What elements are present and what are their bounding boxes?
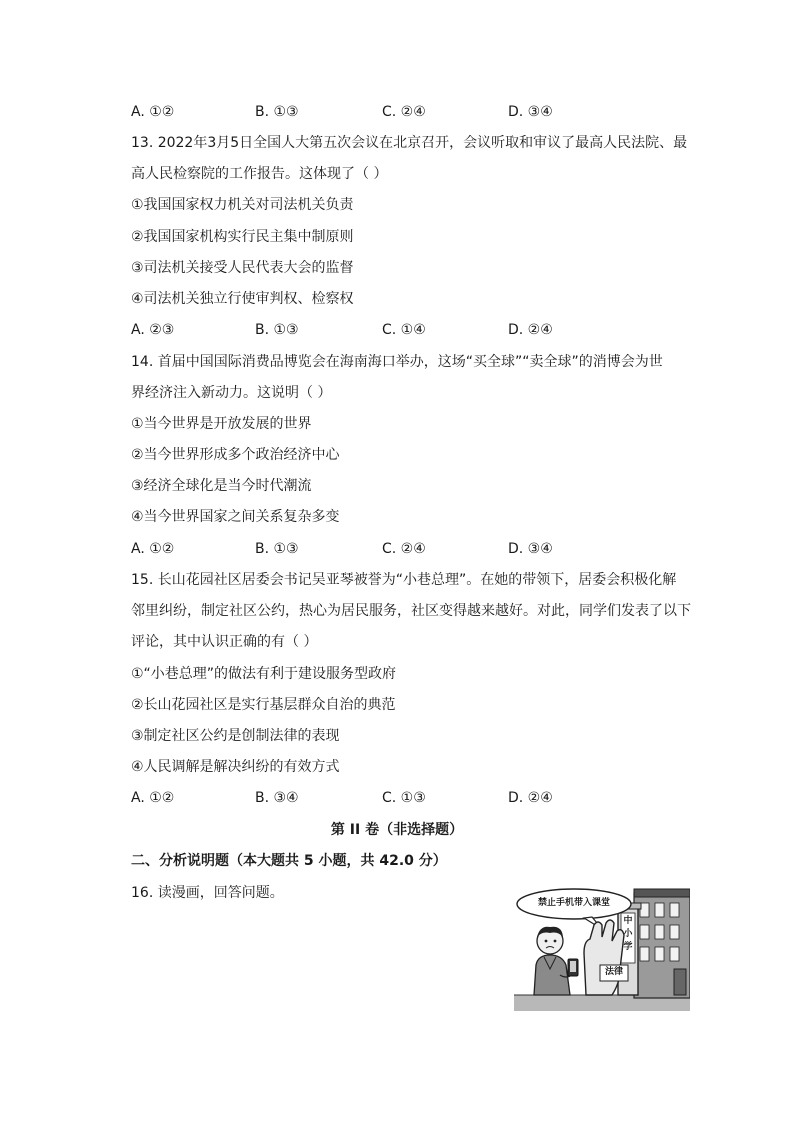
q12-option-b[interactable]: B. ①③ xyxy=(255,104,299,120)
q13-statement-1: ①我国国家权力机关对司法机关负责 xyxy=(131,197,354,213)
q13-statement-3: ③司法机关接受人民代表大会的监督 xyxy=(131,260,354,276)
q14-option-a[interactable]: A. ①② xyxy=(131,541,175,557)
q13-stem-line-2: 高人民检察院的工作报告。这体现了（ ） xyxy=(131,166,388,182)
q15-stem-line-1: 15. 长山花园社区居委会书记吴亚琴被誉为“小巷总理”。在她的带领下，居委会积极化解 xyxy=(131,572,677,588)
cartoon-bubble-text: 禁止手机带入课堂 xyxy=(537,898,610,908)
q13-option-c[interactable]: C. ①④ xyxy=(382,322,426,338)
q14-option-b[interactable]: B. ①③ xyxy=(255,541,299,557)
q14-statement-4: ④当今世界国家之间关系复杂多变 xyxy=(131,509,340,525)
cartoon-law-label: 法律 xyxy=(604,967,623,977)
q15-statement-4: ④人民调解是解决纠纷的有效方式 xyxy=(131,759,340,775)
q14-options xyxy=(131,539,671,559)
q14-statement-2: ②当今世界形成多个政治经济中心 xyxy=(131,447,340,463)
q13-options xyxy=(131,320,671,340)
q14-statement-3: ③经济全球化是当今时代潮流 xyxy=(131,478,312,494)
q14-option-d[interactable]: D. ③④ xyxy=(508,541,553,557)
q15-statement-1: ①“小巷总理”的做法有利于建设服务型政府 xyxy=(131,666,397,682)
q15-stem-line-3: 评论，其中认识正确的有（ ） xyxy=(131,634,318,650)
q15-option-b[interactable]: B. ③④ xyxy=(255,790,299,806)
q15-option-c[interactable]: C. ①③ xyxy=(382,790,426,806)
q15-option-a[interactable]: A. ①② xyxy=(131,790,175,806)
q16-stem: 16. 读漫画，回答问题。 xyxy=(131,885,284,901)
q14-statement-1: ①当今世界是开放发展的世界 xyxy=(131,416,312,432)
q13-option-a[interactable]: A. ②③ xyxy=(131,322,175,338)
q12-option-a[interactable]: A. ①② xyxy=(131,104,175,120)
q13-statement-4: ④司法机关独立行使审判权、检察权 xyxy=(131,291,354,307)
q15-stem-line-2: 邻里纠纷，制定社区公约，热心为居民服务，社区变得越来越好。对此，同学们发表了以下 xyxy=(131,603,691,619)
q14-stem-line-1: 14. 首届中国国际消费品博览会在海南海口举办，这场“买全球”“卖全球”的消博会为世 xyxy=(131,354,663,370)
q12-option-c[interactable]: C. ②④ xyxy=(382,104,426,120)
cartoon-school-label: 中小学 xyxy=(623,916,633,952)
q14-option-c[interactable]: C. ②④ xyxy=(382,541,426,557)
q13-option-b[interactable]: B. ①③ xyxy=(255,322,299,338)
q13-stem-line-1: 13. 2022年3月5日全国人大第五次会议在北京召开，会议听取和审议了最高人民法院、最 xyxy=(131,135,688,151)
section-heading: 二、分析说明题（本大题共 5 小题，共 42.0 分） xyxy=(131,853,447,869)
q12-options xyxy=(131,102,671,122)
q13-statement-2: ②我国国家机构实行民主集中制原则 xyxy=(131,229,354,245)
q15-statement-3: ③制定社区公约是创制法律的表现 xyxy=(131,728,340,744)
q13-option-d[interactable]: D. ②④ xyxy=(508,322,553,338)
q15-options xyxy=(131,788,671,808)
section-title: 第 II 卷（非选择题） xyxy=(330,822,464,838)
q15-statement-2: ②长山花园社区是实行基层群众自治的典范 xyxy=(131,697,396,713)
q14-stem-line-2: 界经济注入新动力。这说明（ ） xyxy=(131,385,332,401)
q15-option-d[interactable]: D. ②④ xyxy=(508,790,553,806)
q12-option-d[interactable]: D. ③④ xyxy=(508,104,553,120)
